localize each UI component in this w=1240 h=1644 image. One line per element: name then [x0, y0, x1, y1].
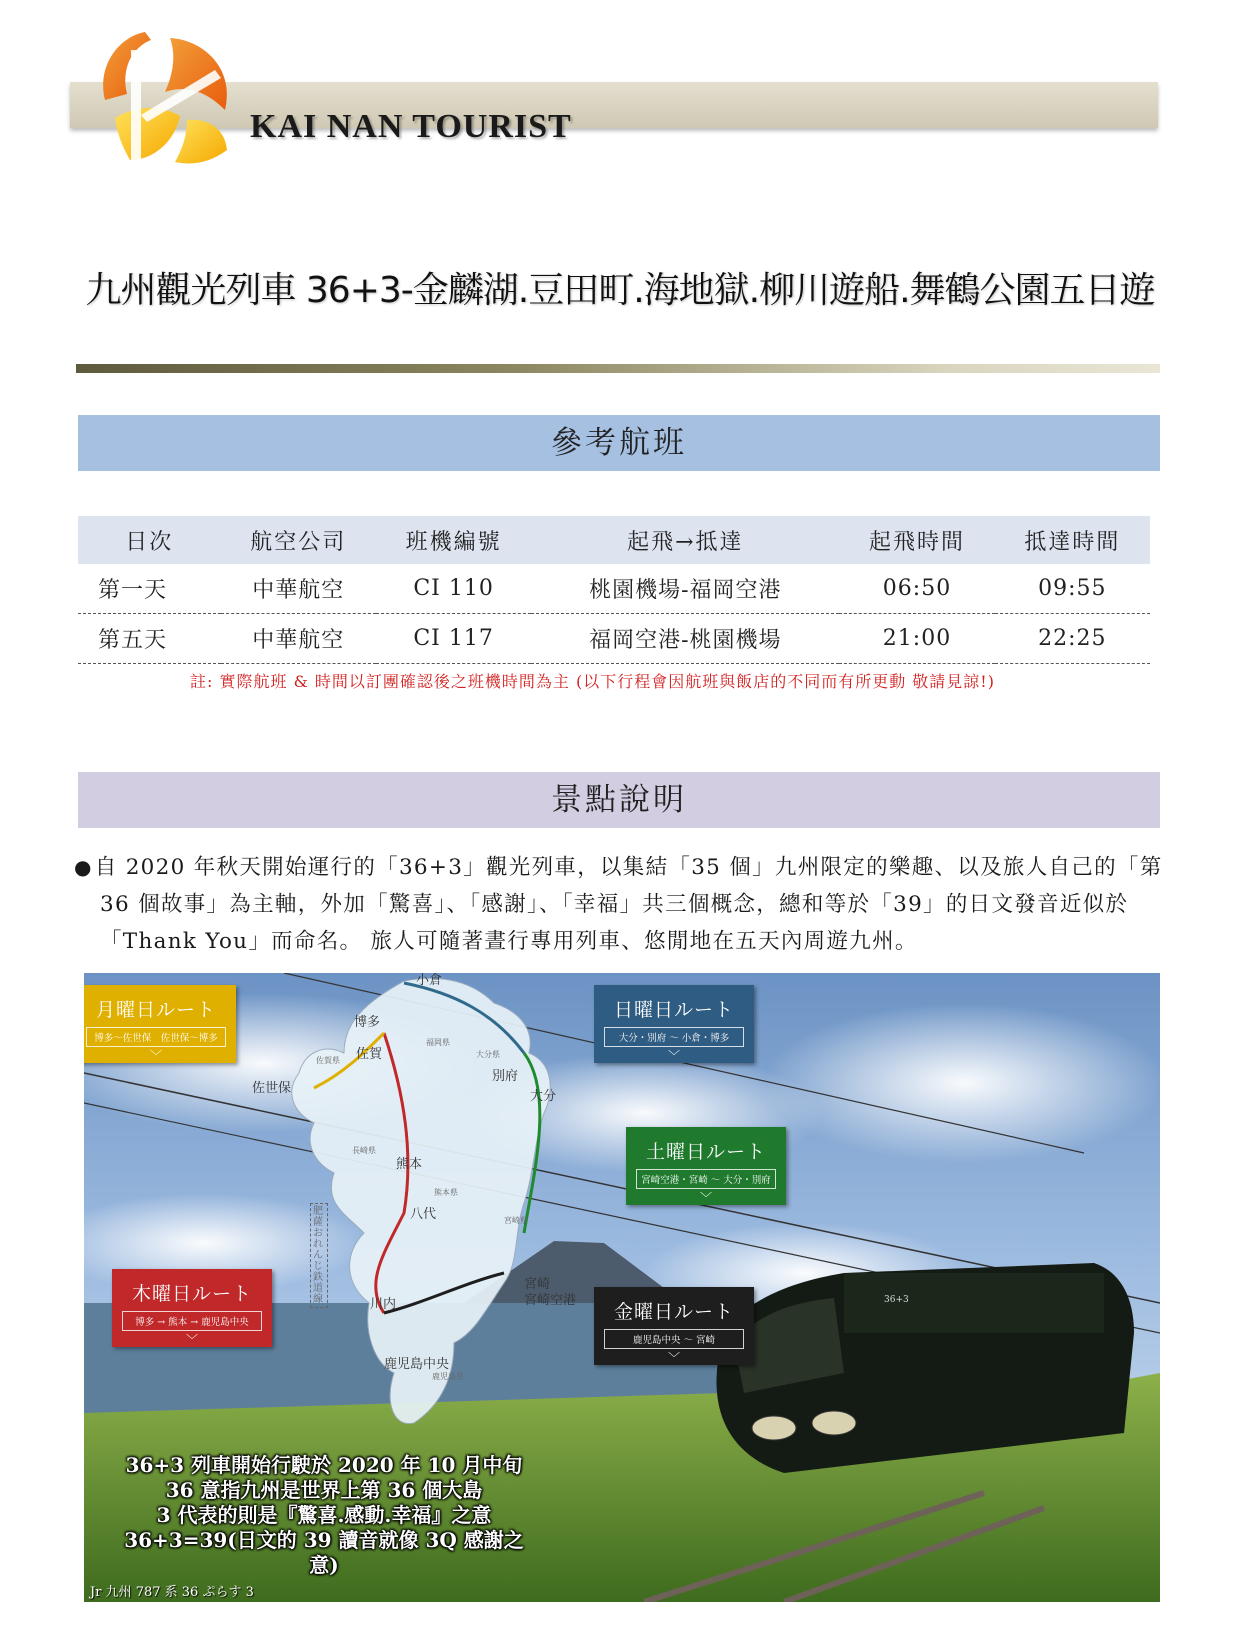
spots-description — [74, 849, 1164, 960]
city-hakata: 博多 — [354, 1015, 381, 1030]
caption-line: 36+3 列車開始行駛於 2020 年 10 月中旬 — [125, 1453, 523, 1477]
table-row — [78, 614, 1150, 664]
col-day: 日次 — [78, 516, 221, 564]
chevron-down-icon: ﹀ — [667, 1049, 680, 1063]
pref-saga: 佐賀県 — [316, 1056, 340, 1065]
chevron-down-icon: ﹀ — [149, 1049, 162, 1063]
route-monday-title: 月曜日ルート — [95, 999, 216, 1021]
cell-depart: 21:00 — [839, 614, 994, 664]
city-sendai: 川内 — [370, 1297, 397, 1312]
route-saturday-sub: 宮崎空港・宮崎 ～ 大分・別府 — [636, 1169, 776, 1189]
pref-kagoshima: 鹿児島県 — [432, 1372, 464, 1381]
route-thursday-sub: 博多 → 熊本 → 鹿児島中央 — [122, 1311, 262, 1331]
route-friday-sub: 鹿児島中央 ～ 宮崎 — [604, 1329, 744, 1349]
route-saturday-title: 土曜日ルート — [645, 1141, 766, 1163]
route-sunday[interactable] — [594, 985, 754, 1063]
col-airline: 航空公司 — [221, 516, 376, 564]
spots-heading: 景點說明 — [78, 772, 1160, 828]
route-sunday-sub: 大分・別府 ～ 小倉・博多 — [604, 1027, 744, 1047]
col-flight-no: 班機編號 — [376, 516, 531, 564]
cell-airline: 中華航空 — [221, 564, 376, 614]
pref-kumamoto: 熊本県 — [434, 1188, 458, 1197]
orange-railway-label: 肥薩おれんじ鉄道線 — [310, 1203, 328, 1308]
cell-arrive: 09:55 — [995, 564, 1150, 614]
cell-flight-no: CI 117 — [376, 614, 531, 664]
chevron-down-icon: ﹀ — [185, 1333, 198, 1347]
kai-nan-logo — [75, 30, 250, 190]
city-kokura: 小倉 — [416, 973, 443, 988]
title-divider — [76, 364, 1160, 373]
pref-miyazaki: 宮崎県 — [504, 1216, 528, 1225]
photo-caption — [114, 1453, 534, 1578]
city-miyazaki-airport: 宮崎空港 — [524, 1293, 577, 1308]
city-miyazaki: 宮崎 — [524, 1277, 551, 1292]
pref-oita: 大分県 — [476, 1050, 500, 1059]
bullet-icon: ● — [74, 855, 93, 879]
col-arrive: 抵達時間 — [995, 516, 1150, 564]
route-sunday-title: 日曜日ルート — [613, 999, 734, 1021]
brand-name: KAI NAN TOURIST — [250, 108, 572, 145]
photo-credit: Jr 九州 787 系 36 ぷらす 3 — [90, 1585, 254, 1600]
cell-arrive: 22:25 — [995, 614, 1150, 664]
route-friday-title: 金曜日ルート — [613, 1301, 734, 1323]
cell-route: 桃園機場-福岡空港 — [531, 564, 839, 614]
cell-route: 福岡空港-桃園機場 — [531, 614, 839, 664]
route-saturday[interactable] — [626, 1127, 786, 1205]
city-beppu: 別府 — [492, 1069, 519, 1084]
flight-note: 註: 實際航班 & 時間以訂團確認後之班機時間為主 (以下行程會因航班與飯店的不同而有所更動 敬請見諒!) — [190, 672, 995, 691]
city-kumamoto: 熊本 — [396, 1157, 423, 1172]
city-oita: 大分 — [530, 1089, 557, 1104]
cell-day: 第五天 — [78, 614, 221, 664]
col-depart: 起飛時間 — [839, 516, 994, 564]
train-map-photo — [84, 973, 1160, 1602]
flights-table — [78, 516, 1150, 664]
spots-text: 自 2020 年秋天開始運行的「36+3」觀光列車，以集結「35 個」九州限定的樂趣、以及旅人自己的「第 36 個故事」為主軸，外加「驚喜」、「感謝」、「幸福」共三個概念，總和等於「39」的日文發音近似於「Thank You」而命名。 旅人可隨著晝行專用列車、悠閒地在五天內周遊九州。 — [94, 855, 1163, 954]
city-saga: 佐賀 — [356, 1047, 383, 1062]
caption-line: 36+3=39(日文的 39 讀音就像 3Q 感謝之意) — [124, 1528, 524, 1577]
caption-line: 36 意指九州是世界上第 36 個大島 — [165, 1478, 483, 1502]
route-monday[interactable] — [84, 985, 236, 1063]
route-monday-sub: 博多～佐世保 佐世保～博多 — [86, 1027, 226, 1047]
cell-airline: 中華航空 — [221, 614, 376, 664]
flights-heading: 參考航班 — [78, 415, 1160, 471]
city-yatsushiro: 八代 — [410, 1207, 437, 1222]
table-row — [78, 564, 1150, 614]
chevron-down-icon: ﹀ — [699, 1191, 712, 1205]
chevron-down-icon: ﹀ — [667, 1351, 680, 1365]
city-kagoshima: 鹿児島中央 — [384, 1357, 450, 1372]
cell-depart: 06:50 — [839, 564, 994, 614]
pref-fukuoka: 福岡県 — [426, 1038, 450, 1047]
table-header-row — [78, 516, 1150, 564]
route-friday[interactable] — [594, 1287, 754, 1365]
caption-line: 3 代表的則是『驚喜.感動.幸福』之意 — [156, 1503, 492, 1527]
page-title: 九州觀光列車 36+3-金麟湖.豆田町.海地獄.柳川遊船.舞鶴公園五日遊 — [85, 270, 1155, 311]
pref-nagasaki: 長崎県 — [352, 1146, 376, 1155]
col-route: 起飛→抵達 — [531, 516, 839, 564]
cell-flight-no: CI 110 — [376, 564, 531, 614]
route-thursday-title: 木曜日ルート — [131, 1283, 252, 1305]
train-plate: 36+3 — [884, 1295, 909, 1305]
cell-day: 第一天 — [78, 564, 221, 614]
city-sasebo: 佐世保 — [252, 1081, 292, 1096]
route-thursday[interactable] — [112, 1269, 272, 1347]
